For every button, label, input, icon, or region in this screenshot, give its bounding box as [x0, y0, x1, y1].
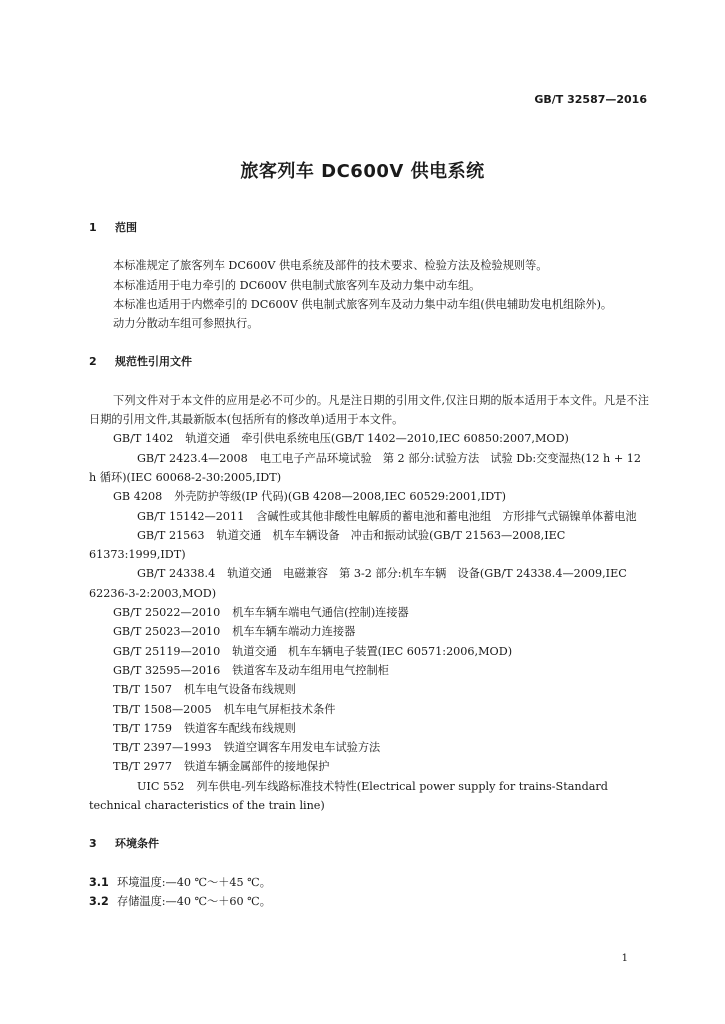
reference-title: 机车车辆车端动力连接器: [232, 625, 356, 639]
section-title: 范围: [115, 221, 137, 234]
reference-code: TB/T 1507: [113, 683, 172, 697]
section-title: 环境条件: [115, 837, 159, 851]
reference-item: [89, 719, 649, 738]
reference-title: 铁道空调客车用发电车试验方法: [223, 741, 381, 755]
reference-title: 机车电气屏柜技术条件: [223, 702, 336, 716]
reference-list: [89, 429, 649, 815]
clause-item: [89, 873, 649, 892]
reference-code: GB/T 2423.4—2008: [137, 451, 248, 465]
reference-title: 机车电气设备布线规则: [183, 683, 296, 697]
reference-item: [89, 487, 649, 506]
clause-text: 存储温度:—40 ℃～＋60 ℃。: [117, 894, 271, 908]
reference-item: [89, 622, 649, 641]
clause-number: 3.2: [89, 894, 109, 908]
reference-title: 铁道客车配线布线规则: [183, 721, 296, 735]
reference-item: [89, 738, 649, 757]
reference-item: [89, 564, 649, 603]
reference-item: [89, 429, 649, 448]
reference-item: [89, 661, 649, 680]
reference-title: 轨道交通 牵引供电系统电压(GB/T 1402—2010,IEC 60850:2007,MOD): [185, 432, 569, 446]
clause-text: 环境温度:—40 ℃～＋45 ℃。: [117, 875, 271, 889]
scope-paragraph: 本标准规定了旅客列车 DC600V 供电系统及部件的技术要求、检验方法及检验规则等。: [113, 259, 548, 273]
scope-paragraph: 本标准也适用于内燃牵引的 DC600V 供电制式旅客列车及动力集中动车组(供电辅助发电机组除外)。: [113, 297, 613, 311]
reference-item: [89, 449, 649, 488]
standard-code: GB/T 32587—2016: [534, 93, 647, 106]
reference-code: TB/T 1759: [113, 721, 172, 735]
reference-title: 轨道交通 机车车辆电子装置(IEC 60571:2006,MOD): [232, 644, 513, 658]
section-title: 规范性引用文件: [115, 355, 192, 369]
document-body: [89, 218, 649, 911]
reference-code: GB/T 25023—2010: [113, 625, 221, 639]
clause-number: 3.1: [89, 875, 109, 889]
document-title: 旅客列车 DC600V 供电系统: [240, 161, 485, 182]
reference-item: [89, 680, 649, 699]
reference-code: UIC 552: [137, 779, 185, 793]
reference-code: TB/T 2977: [113, 760, 172, 774]
reference-item: [89, 642, 649, 661]
reference-title: 含碱性或其他非酸性电解质的蓄电池和蓄电池组 方形排气式镉镍单体蓄电池: [256, 509, 637, 523]
reference-code: GB/T 32595—2016: [113, 663, 221, 677]
reference-title: 轨道交通 机车车辆设备 冲击和振动试验(GB/T 21563—2008,IEC 61373:1999,IDT): [89, 528, 566, 562]
section-number: 2: [89, 355, 97, 369]
reference-title: 外壳防护等级(IP 代码)(GB 4208—2008,IEC 60529:2001,IDT): [174, 490, 506, 504]
references-intro: 下列文件对于本文件的应用是必不可少的。凡是注日期的引用文件,仅注日期的版本适用于本文件。凡是不注日期的引用文件,其最新版本(包括所有的修改单)适用于本文件。: [89, 393, 649, 427]
reference-item: [89, 700, 649, 719]
reference-title: 铁道客车及动车组用电气控制柜: [232, 663, 389, 677]
reference-code: GB/T 21563: [137, 528, 205, 542]
reference-title: 机车车辆车端电气通信(控制)连接器: [232, 606, 409, 620]
clause-item: [89, 892, 649, 911]
scope-paragraph: 动力分散动车组可参照执行。: [113, 317, 259, 331]
reference-title: 电工电子产品环境试验 第 2 部分:试验方法 试验 Db:交变湿热(12 h + 12 h 循环)(IEC 60068-2-30:2005,IDT): [89, 451, 641, 484]
reference-item: [89, 603, 649, 622]
reference-code: GB/T 15142—2011: [137, 509, 245, 523]
reference-code: TB/T 1508—2005: [113, 702, 212, 716]
reference-title: 列车供电-列车线路标准技术特性(Electrical power supply for trains-Standard technical characteristics of the train line): [89, 779, 608, 813]
reference-code: GB/T 25022—2010: [113, 606, 221, 620]
reference-code: GB/T 24338.4: [137, 567, 216, 581]
reference-code: TB/T 2397—1993: [113, 741, 212, 755]
section-heading-environment: [89, 834, 649, 853]
section-number: 3: [89, 837, 97, 851]
reference-code: GB/T 1402: [113, 432, 174, 446]
section-heading-normative-references: [89, 352, 649, 371]
section-number: 1: [89, 221, 97, 234]
reference-code: GB 4208: [113, 490, 163, 504]
reference-code: GB/T 25119—2010: [113, 644, 221, 658]
scope-paragraph: 本标准适用于电力牵引的 DC600V 供电制式旅客列车及动力集中动车组。: [113, 278, 481, 292]
reference-title: 铁道车辆金属部件的接地保护: [183, 760, 330, 774]
reference-title: 轨道交通 电磁兼容 第 3-2 部分:机车车辆 设备(GB/T 24338.4—2009,IEC 62236-3-2:2003,MOD): [89, 567, 627, 600]
page-number: 1: [621, 953, 628, 964]
section-heading-scope: [89, 218, 649, 237]
reference-item: [89, 777, 649, 816]
reference-item: [89, 507, 649, 526]
reference-item: [89, 526, 649, 565]
reference-item: [89, 757, 649, 776]
